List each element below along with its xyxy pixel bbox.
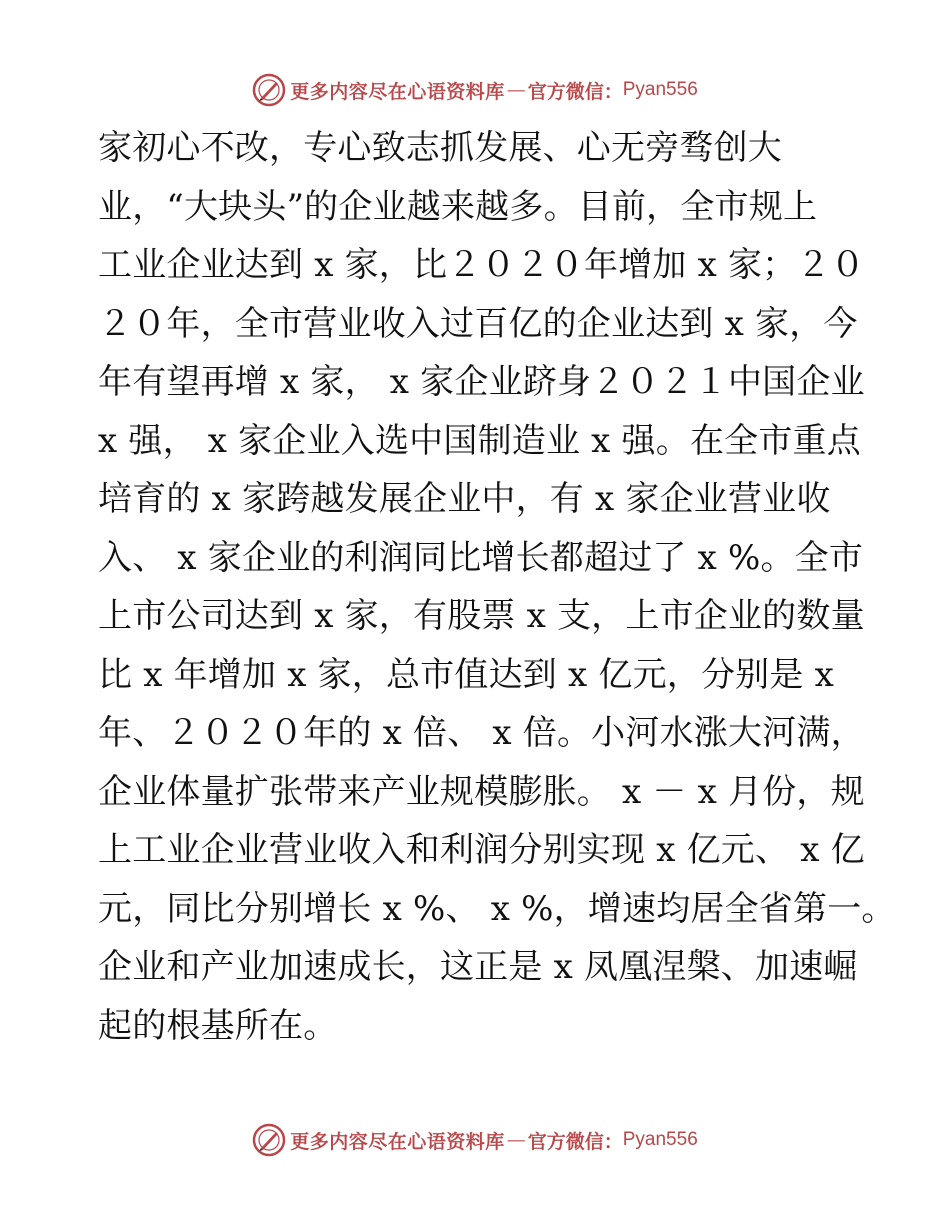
- watermark-text: 更多内容尽在心语资料库: [290, 80, 505, 103]
- text-line: 比 x 年增加 x 家，总市值达到 x 亿元，分别是 x: [98, 654, 834, 695]
- text-line: x 强， x 家企业入选中国制造业 x 强。在全市重点: [98, 420, 861, 461]
- document-body: [98, 119, 896, 1055]
- text-line: 起的根基所在。: [98, 1005, 338, 1046]
- watermark-label: 官方微信：: [527, 1130, 623, 1153]
- text-line: 年有望再增 x 家， x 家企业跻身２０２１中国企业: [98, 362, 865, 402]
- text-line: 工业企业达到 x 家，比２０２０年增加 x 家；２０: [98, 245, 865, 285]
- text-line: 企业体量扩张带来产业规模膨胀。 x － x 月份，规: [98, 771, 865, 812]
- text-line: 培育的 x 家跨越发展企业中，有 x 家企业营业收: [98, 479, 831, 519]
- text-line: 上市公司达到 x 家，有股票 x 支，上市企业的数量: [98, 596, 865, 636]
- watermark-label: 官方微信：: [527, 80, 623, 103]
- footer-watermark: [0, 1122, 950, 1158]
- text-line: 业，“大块头”的企业越来越多。目前，全市规上: [98, 186, 818, 227]
- text-line: 企业和产业加速成长，这正是 x 凤凰涅槃、加速崛: [98, 947, 858, 987]
- text-line: ２０年，全市营业收入过百亿的企业达到 x 家，今: [98, 303, 858, 344]
- header-watermark: [0, 72, 950, 108]
- pen-logo-icon: [252, 73, 286, 107]
- watermark-separator: —: [506, 79, 526, 101]
- watermark-id: Pyan556: [622, 1129, 698, 1150]
- text-line: 元，同比分别增长 x %、 x %，增速均居全省第一。: [98, 888, 896, 929]
- text-line: 上工业企业营业收入和利润分别实现 x 亿元、 x 亿: [98, 830, 865, 870]
- watermark-separator: —: [506, 1129, 526, 1151]
- pen-logo-icon: [252, 1123, 286, 1157]
- text-line: 入、 x 家企业的利润同比增长都超过了 x %。全市: [98, 537, 864, 578]
- text-line: 年、２０２０年的 x 倍、 x 倍。小河水涨大河满，: [98, 713, 865, 753]
- watermark-id: Pyan556: [622, 79, 698, 100]
- text-line: 家初心不改，专心致志抓发展、心无旁骛创大: [98, 128, 782, 168]
- watermark-text: 更多内容尽在心语资料库: [290, 1130, 505, 1153]
